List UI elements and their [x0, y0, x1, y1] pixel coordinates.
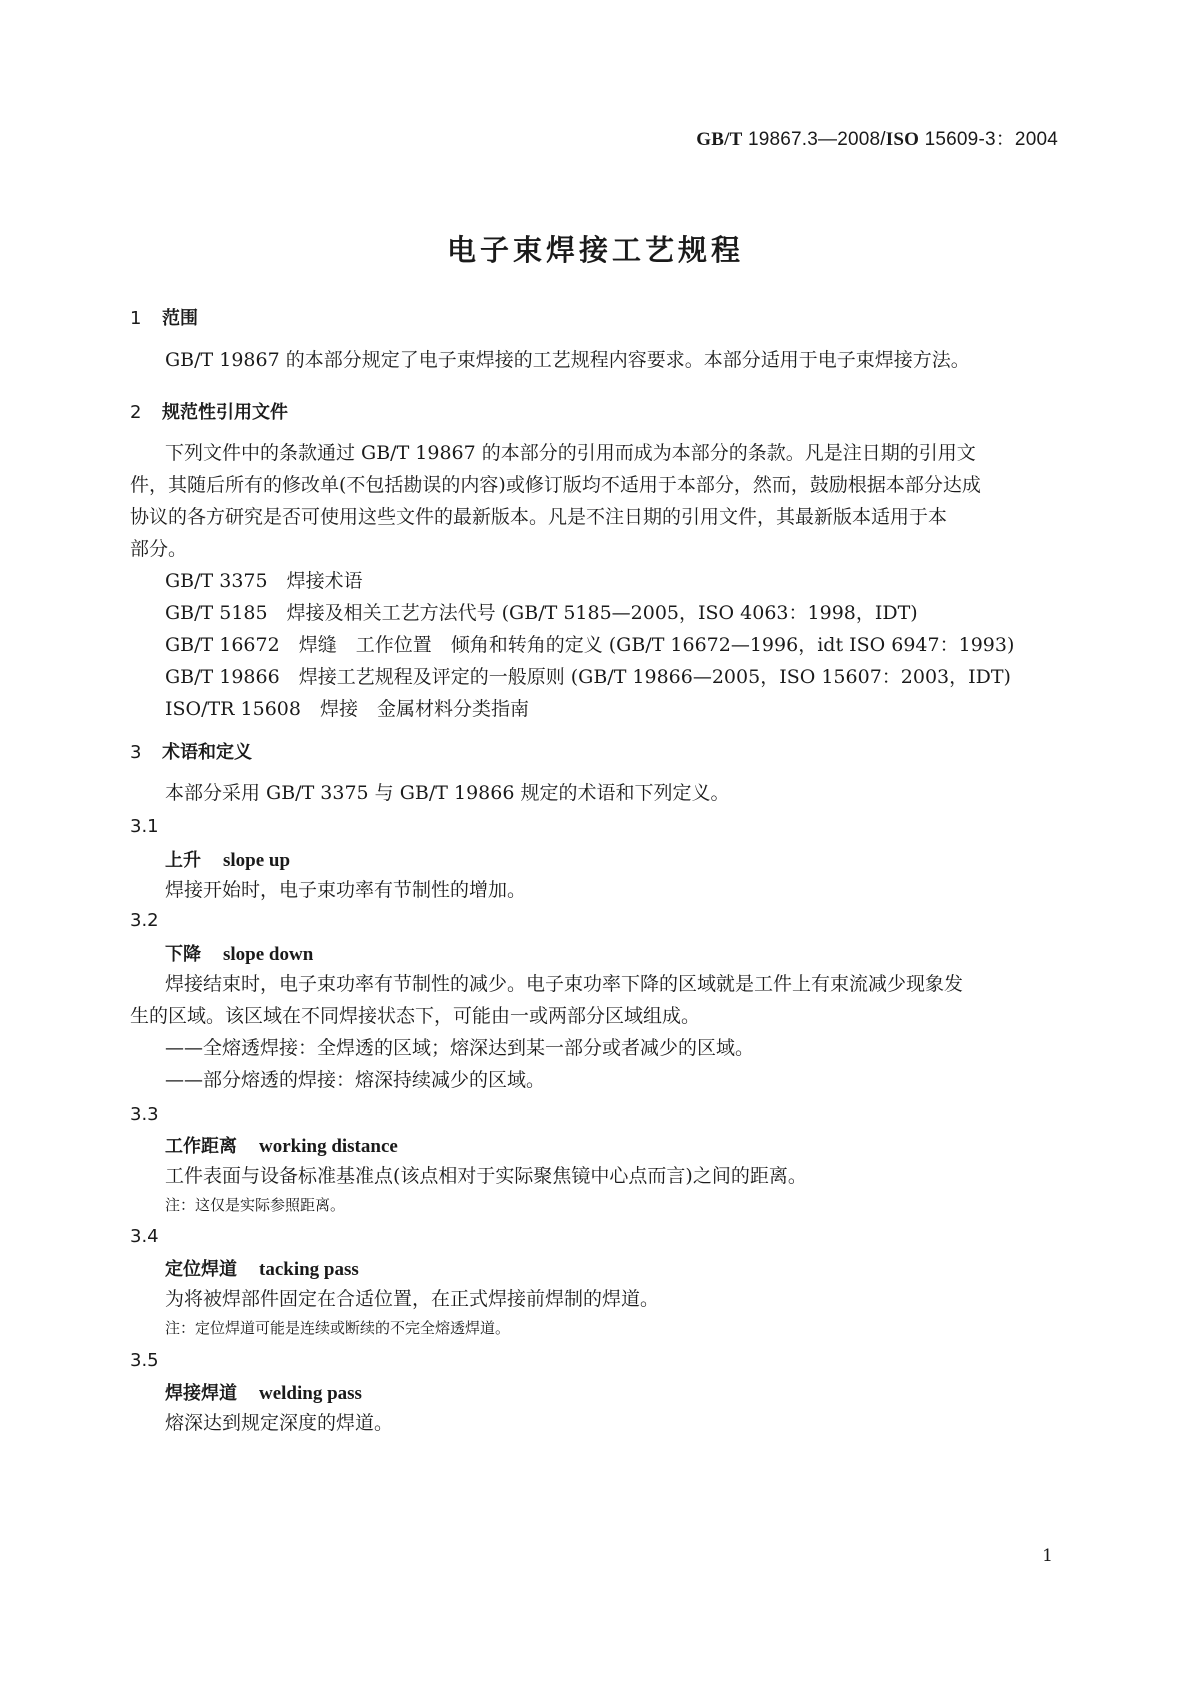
term-number: 3.3: [130, 1104, 159, 1125]
reference-item: GB/T 5185 焊接及相关工艺方法代号 (GB/T 5185—2005，ISO 4063：1998，IDT): [165, 602, 918, 624]
term-definition: 生的区域。该区域在不同焊接状态下，可能由一或两部分区域组成。: [130, 1005, 701, 1027]
reference-item: GB/T 19866 焊接工艺规程及评定的一般原则 (GB/T 19866—2005，ISO 15607：2003，IDT): [165, 666, 1011, 688]
term-heading: 定位焊道 tacking pass: [165, 1259, 359, 1280]
term-note: 注：这仅是实际参照距离。: [165, 1196, 346, 1214]
term-number: 3.1: [130, 816, 159, 837]
section-2-para-line: 下列文件中的条款通过 GB/T 19867 的本部分的引用而成为本部分的条款。凡是注日期的引用文: [165, 442, 976, 464]
term-definition: 工件表面与设备标准基准点(该点相对于实际聚焦镜中心点而言)之间的距离。: [165, 1165, 807, 1187]
term-heading: 工作距离 working distance: [165, 1136, 398, 1157]
term-number: 3.5: [130, 1350, 159, 1371]
term-definition: 焊接开始时，电子束功率有节制性的增加。: [165, 879, 527, 901]
section-3-heading: 3 术语和定义: [130, 742, 252, 763]
list-item: ——部分熔透的焊接：熔深持续减少的区域。: [165, 1069, 546, 1091]
term-definition: 焊接结束时，电子束功率有节制性的减少。电子束功率下降的区域就是工件上有束流减少现象发: [165, 973, 964, 995]
section-2-para-line: 协议的各方研究是否可使用这些文件的最新版本。凡是不注日期的引用文件，其最新版本适用于本: [130, 506, 948, 528]
term-number: 3.4: [130, 1226, 159, 1247]
term-definition: 熔深达到规定深度的焊道。: [165, 1412, 394, 1434]
section-1-heading: 1 范围: [130, 308, 198, 329]
document-title: 电子束焊接工艺规程: [446, 233, 744, 267]
section-2-heading: 2 规范性引用文件: [130, 402, 288, 423]
section-2-para-line: 部分。: [130, 538, 188, 560]
term-heading: 下降 slope down: [165, 944, 314, 965]
section-1-text: GB/T 19867 的本部分规定了电子束焊接的工艺规程内容要求。本部分适用于电子束焊接方法。: [165, 349, 970, 371]
section-3-intro: 本部分采用 GB/T 3375 与 GB/T 19866 规定的术语和下列定义。: [165, 782, 730, 804]
reference-item: GB/T 16672 焊缝 工作位置 倾角和转角的定义 (GB/T 16672—1996，idt ISO 6947：1993): [165, 634, 1015, 656]
term-note: 注：定位焊道可能是连续或断续的不完全熔透焊道。: [165, 1319, 511, 1337]
term-number: 3.2: [130, 910, 159, 931]
page-number: 1: [1042, 1546, 1053, 1566]
section-2-para-line: 件，其随后所有的修改单(不包括勘误的内容)或修订版均不适用于本部分，然而，鼓励根据本部分达成: [130, 474, 981, 496]
reference-item: ISO/TR 15608 焊接 金属材料分类指南: [165, 698, 529, 720]
term-heading: 上升 slope up: [165, 850, 291, 871]
list-item: ——全熔透焊接：全焊透的区域；熔深达到某一部分或者减少的区域。: [165, 1037, 755, 1059]
reference-item: GB/T 3375 焊接术语: [165, 570, 363, 592]
standard-code: GB/T 19867.3—2008/ISO 15609-3：2004: [696, 129, 1058, 150]
term-heading: 焊接焊道 welding pass: [165, 1383, 362, 1404]
term-definition: 为将被焊部件固定在合适位置，在正式焊接前焊制的焊道。: [165, 1288, 660, 1310]
